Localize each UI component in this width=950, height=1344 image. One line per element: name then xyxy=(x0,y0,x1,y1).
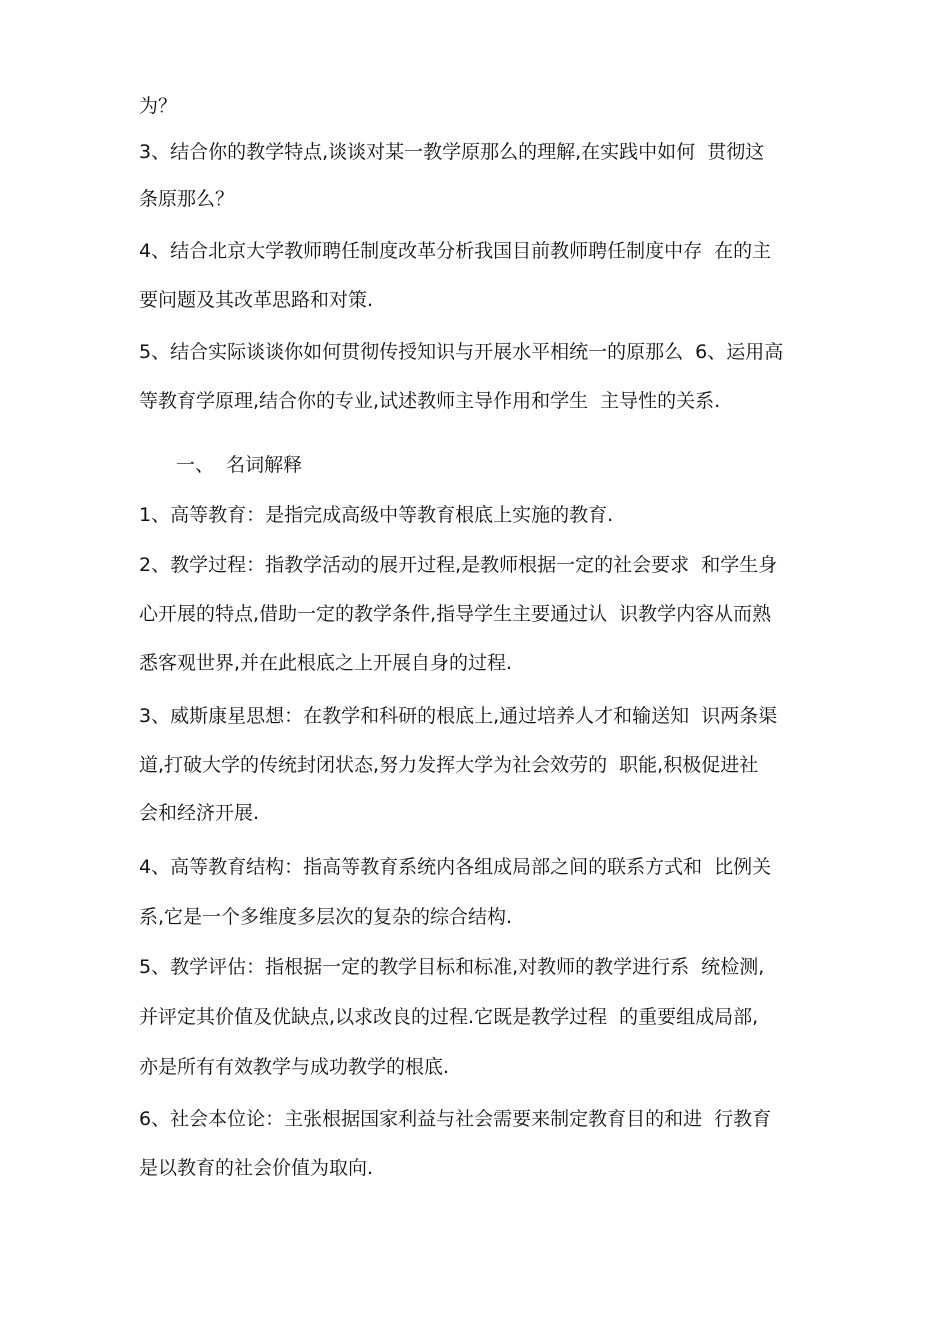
text-line: 系,它是一个多维度多层次的复杂的综合结构. xyxy=(139,906,513,928)
text-line: 并评定其价值及优缺点,以求改良的过程.它既是教学过程 的重要组成局部, xyxy=(139,1006,759,1028)
text-line: 4、高等教育结构：指高等教育系统内各组成局部之间的联系方式和 比例关 xyxy=(139,856,772,878)
text-line: 3、威斯康星思想：在教学和科研的根底上,通过培养人才和输送知 识两条渠 xyxy=(139,705,778,727)
text-line: 5、结合实际谈谈你如何贯彻传授知识与开展水平相统一的原那么 6、运用高 xyxy=(139,341,784,363)
text-line: 5、教学评估：指根据一定的教学目标和标准,对教师的教学进行系 统检测, xyxy=(139,956,765,978)
text-line: 2、教学过程：指教学活动的展开过程,是教师根据一定的社会要求 和学生身 xyxy=(139,554,778,576)
text-line: 条原那么？ xyxy=(139,188,235,210)
text-line: 悉客观世界,并在此根底之上开展自身的过程. xyxy=(139,652,513,674)
text-line: 为？ xyxy=(139,95,178,117)
text-line: 等教育学原理,结合你的专业,试述教师主导作用和学生 主导性的关系. xyxy=(139,390,721,412)
text-line: 道,打破大学的传统封闭状态,努力发挥大学为社会效劳的 职能,积极促进社 xyxy=(139,754,759,776)
text-line: 心开展的特点,借助一定的教学条件,指导学生主要通过认 识教学内容从而熟 xyxy=(139,603,772,625)
text-line: 亦是所有有效教学与成功教学的根底. xyxy=(139,1056,450,1078)
text-line: 6、社会本位论：主张根据国家利益与社会需要来制定教育目的和进 行教育 xyxy=(139,1108,772,1130)
text-line: 1、高等教育：是指完成高级中等教育根底上实施的教育. xyxy=(139,504,614,526)
text-line: 4、结合北京大学教师聘任制度改革分析我国目前教师聘任制度中存 在的主 xyxy=(139,240,772,262)
text-line: 会和经济开展. xyxy=(139,802,260,824)
section-heading: 一、 名词解释 xyxy=(176,454,303,476)
text-line: 3、结合你的教学特点,谈谈对某一教学原那么的理解,在实践中如何 贯彻这 xyxy=(139,141,765,163)
text-line: 要问题及其改革思路和对策. xyxy=(139,289,374,311)
text-line: 是以教育的社会价值为取向. xyxy=(139,1157,374,1179)
